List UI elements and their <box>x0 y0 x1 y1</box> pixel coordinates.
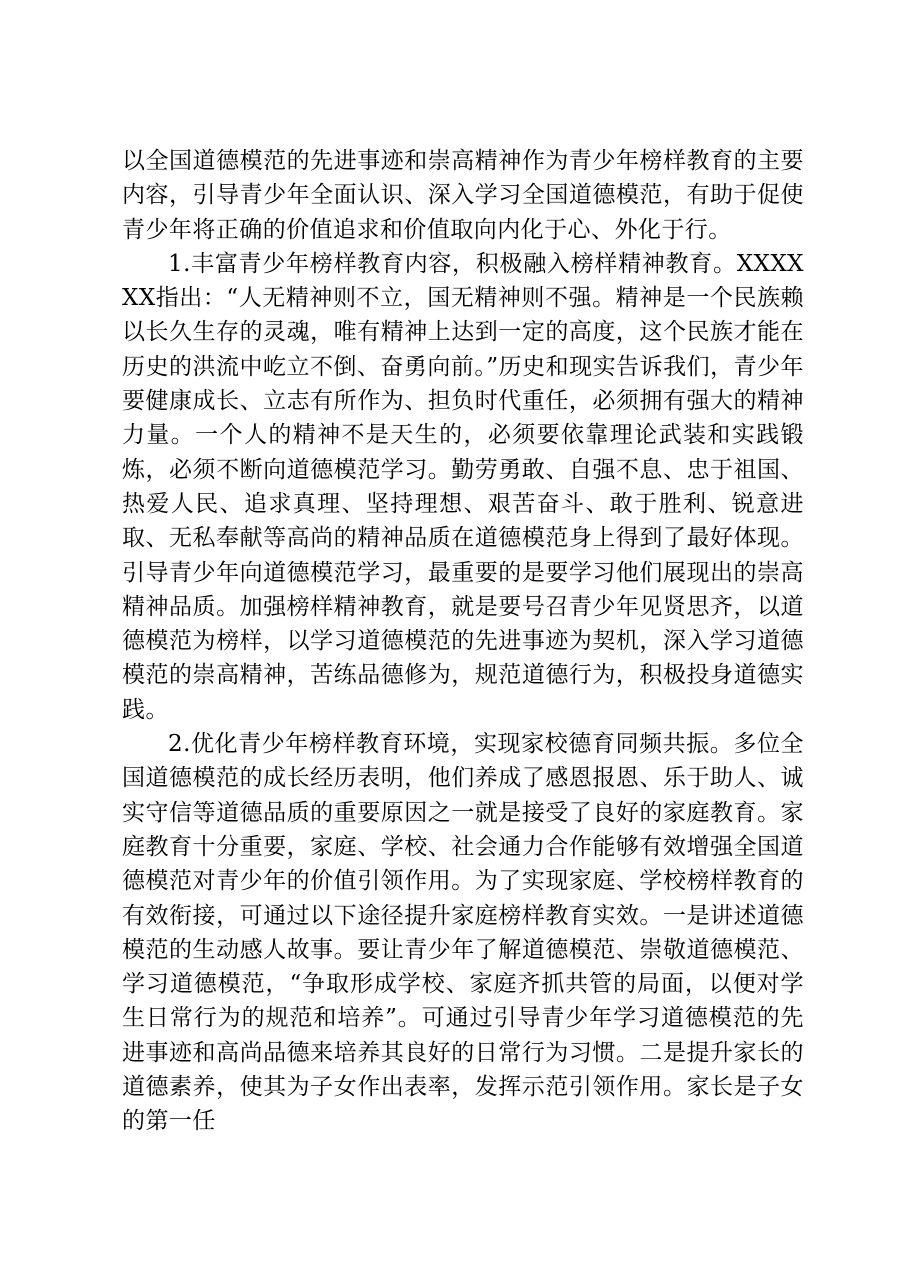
paragraph-section-1: 1.丰富青少年榜样教育内容，积极融入榜样精神教育。XXXXXX指出：“人无精神则不立，国无精神则不强。精神是一个民族赖以长久生存的灵魂，唯有精神上达到一定的高度，这个民族才能在历史的洪流中屹立不倒、奋勇向前。”历史和现实告诉我们，青少年要健康成长、立志有所作为、担负时代重任，必须拥有强大的精神力量。一个人的精神不是天生的，必须要依靠理论武装和实践锻炼，必须不断向道德模范学习。勤劳勇敢、自强不息、忠于祖国、热爱人民、追求真理、坚持理想、艰苦奋斗、敢于胜利、锐意进取、无私奉献等高尚的精神品质在道德模范身上得到了最好体现。引导青少年向道德模范学习，最重要的是要学习他们展现出的崇高精神品质。加强榜样精神教育，就是要号召青少年见贤思齐，以道德模范为榜样，以学习道德模范的先进事迹为契机，深入学习道德模范的崇高精神，苦练品德修为，规范道德行为，积极投身道德实践。 <box>122 250 804 723</box>
paragraph-section-2: 2.优化青少年榜样教育环境，实现家校德育同频共振。多位全国道德模范的成长经历表明，他们养成了感恩报恩、乐于助人、诚实守信等道德品质的重要原因之一就是接受了良好的家庭教育。家庭教育十分重要，家庭、学校、社会通力合作能够有效增强全国道德模范对青少年的价值引领作用。为了实现家庭、学校榜样教育的有效衔接，可通过以下途径提升家庭榜样教育实效。一是讲述道德模范的生动感人故事。要让青少年了解道德模范、崇敬道德模范、学习道德模范，“争取形成学校、家庭齐抓共管的局面，以便对学生日常行为的规范和培养”。可通过引导青少年学习道德模范的先进事迹和高尚品德来培养其良好的日常行为习惯。二是提升家长的道德素养，使其为子女作出表率，发挥示范引领作用。家长是子女的第一任 <box>122 731 804 1135</box>
paragraph-intro: 以全国道德模范的先进事迹和崇高精神作为青少年榜样教育的主要内容，引导青少年全面认识、深入学习全国道德模范，有助于促使青少年将正确的价值追求和价值取向内化于心、外化于行。 <box>122 148 804 243</box>
document-page <box>122 144 804 1139</box>
